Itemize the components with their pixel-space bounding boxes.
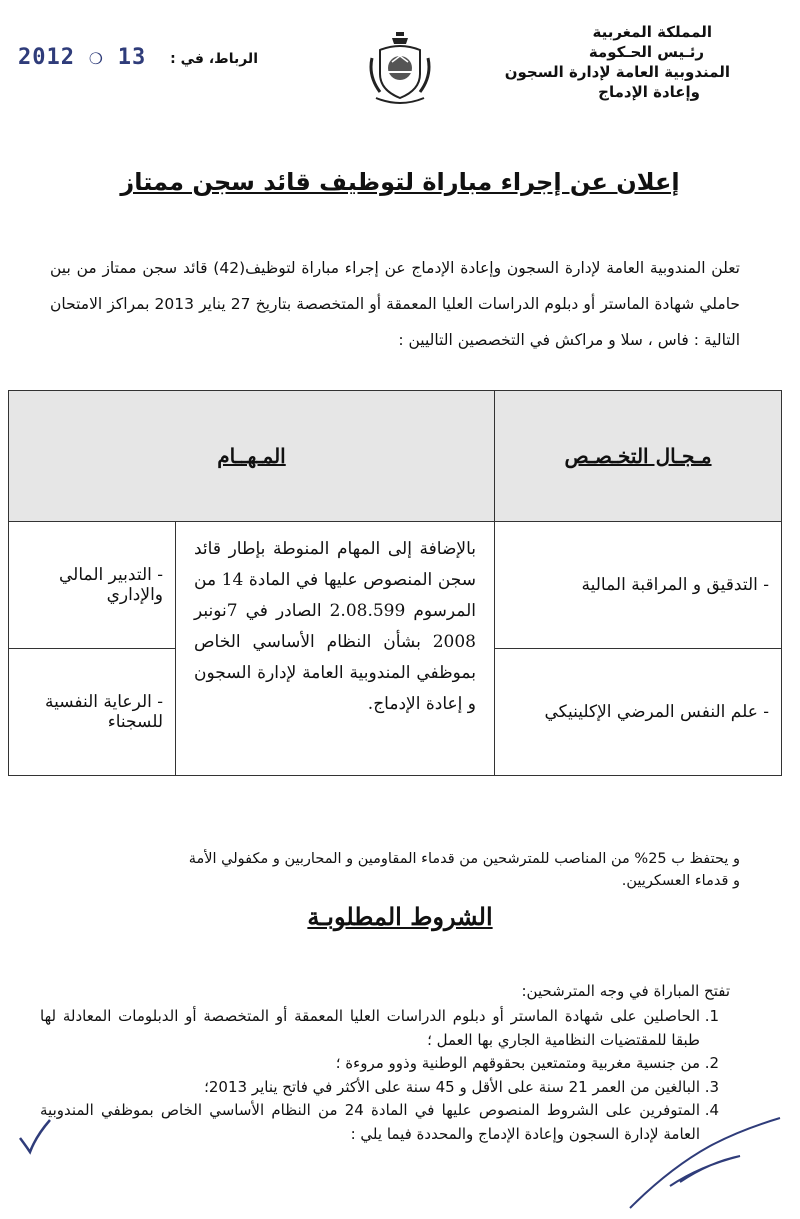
list-item: 2. من جنسية مغربية ومتمتعين بحقوقهم الوطنية وذوو مروءة ؛ <box>40 1052 700 1076</box>
coat-of-arms-emblem <box>366 28 434 106</box>
list-item: 1. الحاصلين على شهادة الماستر أو دبلوم الدراسات العليا المعمقة أو المتخصصة أو الدبلومات المعادلة لها طبقا للمقتضيات النظامية الجاري بها العمل ؛ <box>40 1005 700 1052</box>
task-cell: - الرعاية النفسية للسجناء <box>9 649 176 776</box>
intro-paragraph: تعلن المندوبية العامة لإدارة السجون وإعادة الإدماج عن إجراء مباراة لتوظيف(42) قائد سجن ممتاز من بين حاملي شهادة الماستر أو دبلوم الدراسات العليا المعمقة أو المتخصصة بتاريخ 27 يناير 2013 بمراكز الامتحان التالية : فاس ، سلا و مراكش في التخصصين التاليين : <box>50 259 741 349</box>
check-mark-icon <box>16 1116 52 1156</box>
signature-scribble <box>620 1112 790 1212</box>
header-tasks-cell <box>9 391 495 522</box>
header-field-cell <box>495 391 782 522</box>
issuer-header <box>480 22 730 102</box>
header-field: مـجـال التخـصـص <box>564 444 712 468</box>
list-item: 3. البالغين من العمر 21 سنة على الأقل و 45 سنة على الأكثر في فاتح يناير 2013؛ <box>40 1076 700 1100</box>
conditions-intro: تفتح المباراة في وجه المترشحين: <box>521 982 730 1000</box>
list-item: 4. المتوفرين على الشروط المنصوص عليها في المادة 24 من النظام الأساسي الخاص بموظفي المندوبية العامة لإدارة السجون وإعادة الإدماج والمحددة فيما يلي : <box>40 1099 700 1146</box>
kingdom-line: المملكة المغربية <box>592 23 712 41</box>
administration-line: المندوبية العامة لإدارة السجون <box>504 63 730 81</box>
table-row <box>9 522 782 649</box>
quota-note <box>60 848 740 892</box>
description-cell: بالإضافة إلى المهام المنوطة بإطار قائد سجن المنصوص عليها في المادة 14 من المرسوم 2.08.599 الصادر في 7نونبر 2008 بشأن النظام الأساسي الخاص بموظفي المندوبية العامة لإدارة السجون و إعادة الإدماج. <box>176 522 495 776</box>
conditions-title: الشروط المطلوبـة <box>307 902 493 931</box>
table-header-row <box>9 391 782 522</box>
reintegration-line: وإعادة الإدماج <box>598 83 700 101</box>
announcement-title: إعلان عن إجراء مباراة لتوظيف قائد سجن ممتاز <box>120 168 680 196</box>
quota-note-line: و يحتفظ ب 25% من المناصب للمترشحين من قدماء المقاومين و المحاربين و مكفولي الأمة <box>188 851 740 867</box>
date-block <box>18 45 258 75</box>
date-stamp: 2012 ❍ 13 <box>18 45 147 70</box>
header-tasks: المـهــام <box>217 444 286 468</box>
task-cell: - التدبير المالي والإداري <box>9 522 176 649</box>
date-label: الرباط، في : <box>170 51 258 67</box>
quota-note-line: و قدماء العسكريين. <box>621 873 740 889</box>
field-cell: - التدقيق و المراقبة المالية <box>495 522 782 649</box>
government-line: رئـيس الحـكومة <box>588 43 704 61</box>
specialties-table <box>8 390 782 776</box>
field-cell: - علم النفس المرضي الإكلينيكي <box>495 649 782 776</box>
